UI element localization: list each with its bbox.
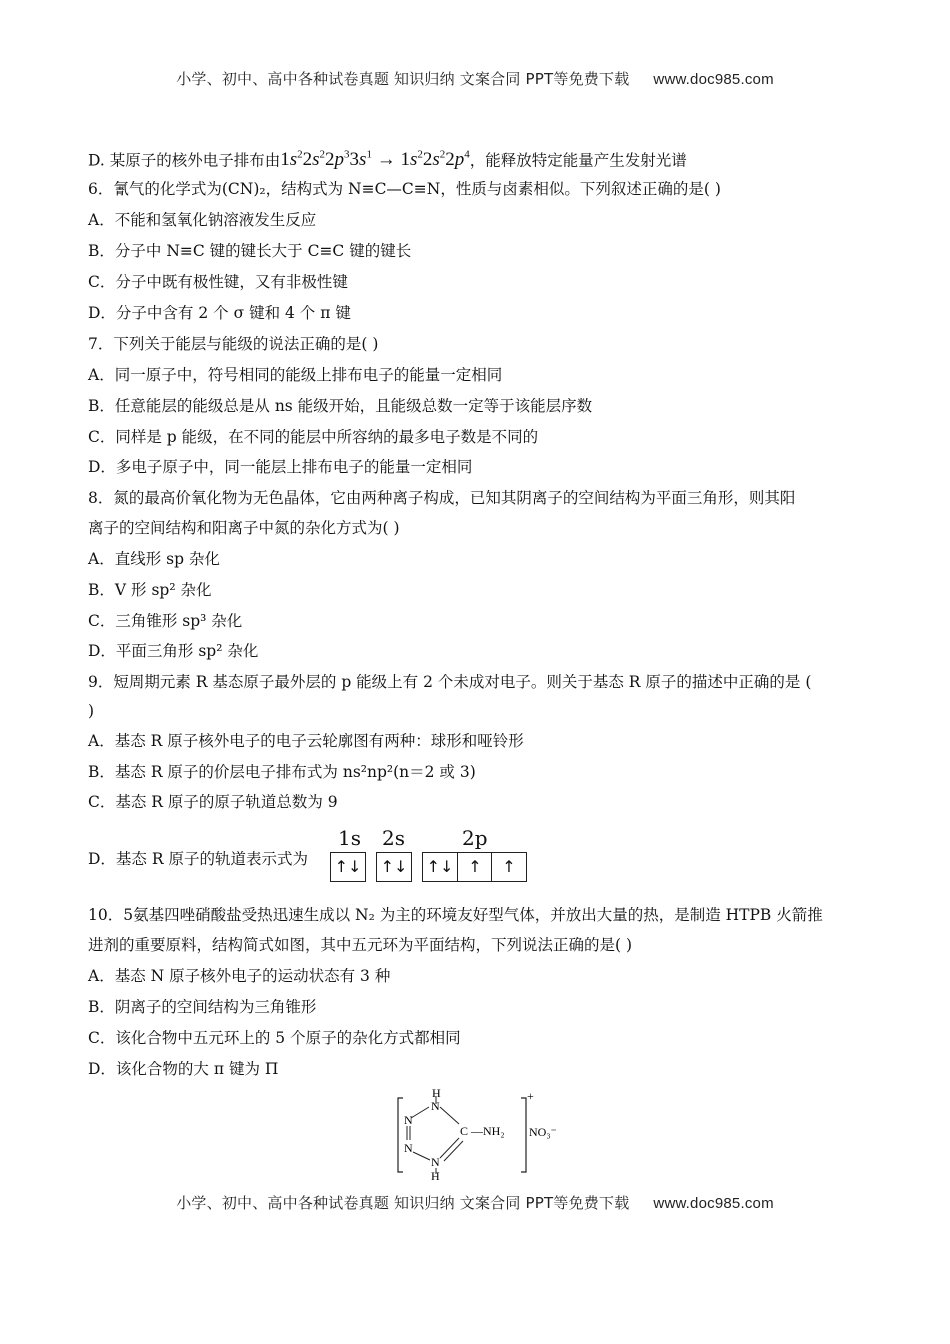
left-bracket	[398, 1098, 403, 1172]
aminotetrazole-nitrate-structure	[395, 1088, 565, 1180]
q10-option-b: B．阴离子的空间结构为三角锥形	[88, 998, 317, 1016]
atom-n3: N	[431, 1155, 440, 1169]
orbital-cell-2s: ↑↓	[380, 857, 408, 876]
atom-h-bottom: H	[431, 1169, 440, 1180]
q10-option-d: D．该化合物的大 π 键为 Π	[88, 1060, 279, 1078]
footer-site[interactable]: www.doc985.com	[653, 1195, 774, 1212]
bond-n2-c	[440, 1107, 459, 1124]
atom-n1: N	[404, 1113, 413, 1127]
q10-stem-line2: 进剂的重要原料，结构简式如图，其中五元环为平面结构，下列说法正确的是( )	[88, 936, 633, 954]
q5d-prefix: D. 某原子的核外电子排布由	[88, 151, 281, 170]
q10-stem-line1: 10．5氨基四唑硝酸盐受热迅速生成以 N₂ 为主的环境友好型气体，并放出大量的热，是制造 HTPB 火箭推	[88, 906, 823, 924]
right-bracket	[521, 1098, 526, 1172]
charge-plus: +	[527, 1089, 534, 1103]
orbital-cell-2p-1: ↑↓	[426, 857, 454, 876]
q8-stem-line2: 离子的空间结构和阳离子中氮的杂化方式为( )	[88, 519, 400, 537]
header-site[interactable]: www.doc985.com	[653, 71, 774, 88]
orbital-cell-1s: ↑↓	[334, 857, 362, 876]
q6-option-b: B．分子中 N≡C 键的键长大于 C≡C 键的键长	[88, 242, 412, 260]
anion-no3: NO₃⁻	[529, 1125, 557, 1139]
page-header	[0, 68, 950, 89]
orbital-box-1s	[330, 852, 366, 882]
q7-stem: 7．下列关于能层与能级的说法正确的是( )	[88, 335, 379, 353]
q10-option-c: C．该化合物中五元环上的 5 个原子的杂化方式都相同	[88, 1029, 461, 1047]
orbital-cell-2p-3: ↑	[491, 853, 526, 881]
orbital-box-2p	[422, 852, 527, 882]
q8-option-b: B．V 形 sp² 杂化	[88, 581, 212, 599]
orbital-box-2s	[376, 852, 412, 882]
atom-n4: N	[404, 1141, 413, 1155]
page-footer	[0, 1192, 950, 1213]
q9-stem-line2: )	[88, 702, 95, 720]
group-nh2: —NH₂	[471, 1124, 505, 1138]
bond-n1-n2	[411, 1107, 429, 1118]
q8-stem-line1: 8．氮的最高价氧化物为无色晶体，它由两种离子构成，已知其阴离子的空间结构为平面三角形，则其阳	[88, 489, 796, 507]
q10-option-a: A．基态 N 原子核外电子的运动状态有 3 种	[88, 967, 391, 985]
electron-config-formula: $1s^22s^22p^33s^1 \to 1s^22s^22p^4$	[280, 149, 470, 171]
q7-option-c: C．同样是 p 能级，在不同的能层中所容纳的最多电子数是不同的	[88, 428, 539, 446]
footer-text: 小学、初中、高中各种试卷真题 知识归纳 文案合同 PPT等免费下载	[176, 1194, 630, 1212]
atom-n2: N	[431, 1099, 440, 1113]
atom-h-top: H	[432, 1088, 441, 1100]
q6-option-a: A．不能和氢氧化钠溶液发生反应	[88, 211, 317, 229]
q5-option-d	[88, 144, 868, 171]
q6-stem: 6．氰气的化学式为(CN)₂，结构式为 N≡C—C≡N，性质与卤素相似。下列叙述正确的是( )	[88, 180, 721, 198]
q7-option-d: D．多电子原子中，同一能层上排布电子的能量一定相同	[88, 458, 473, 476]
q9-option-b: B．基态 R 原子的价层电子排布式为 ns²np²(n＝2 或 3)	[88, 763, 476, 781]
q6-option-d: D．分子中含有 2 个 σ 键和 4 个 π 键	[88, 304, 351, 322]
q7-option-a: A．同一原子中，符号相同的能级上排布电子的能量一定相同	[88, 366, 503, 384]
q8-option-a: A．直线形 sp 杂化	[88, 550, 220, 568]
q9-option-d: D．基态 R 原子的轨道表示式为	[88, 850, 308, 868]
header-text: 小学、初中、高中各种试卷真题 知识归纳 文案合同 PPT等免费下载	[176, 70, 630, 88]
q5d-suffix: ，能释放特定能量产生发射光谱	[469, 151, 687, 170]
q9-option-c: C．基态 R 原子的原子轨道总数为 9	[88, 793, 338, 811]
q6-option-c: C．分子中既有极性键，又有非极性键	[88, 273, 348, 291]
q9-option-a: A．基态 R 原子核外电子的电子云轮廓图有两种：球形和哑铃形	[88, 732, 524, 750]
q9-stem-line1: 9．短周期元素 R 基态原子最外层的 p 能级上有 2 个未成对电子。则关于基态 R 原子的描述中正确的是 (	[88, 673, 812, 691]
orbital-diagram	[330, 826, 530, 888]
orbital-label-2s: 2s	[382, 826, 405, 850]
atom-c: C	[460, 1124, 469, 1138]
q8-option-d: D．平面三角形 sp² 杂化	[88, 642, 259, 660]
orbital-cell-2p-2: ↑	[457, 853, 492, 881]
q7-option-b: B．任意能层的能级总是从 ns 能级开始，且能级总数一定等于该能层序数	[88, 397, 593, 415]
orbital-label-2p: 2p	[462, 826, 488, 850]
orbital-label-1s: 1s	[338, 826, 361, 850]
q8-option-c: C．三角锥形 sp³ 杂化	[88, 612, 243, 630]
bond-n4-n3	[413, 1152, 430, 1160]
